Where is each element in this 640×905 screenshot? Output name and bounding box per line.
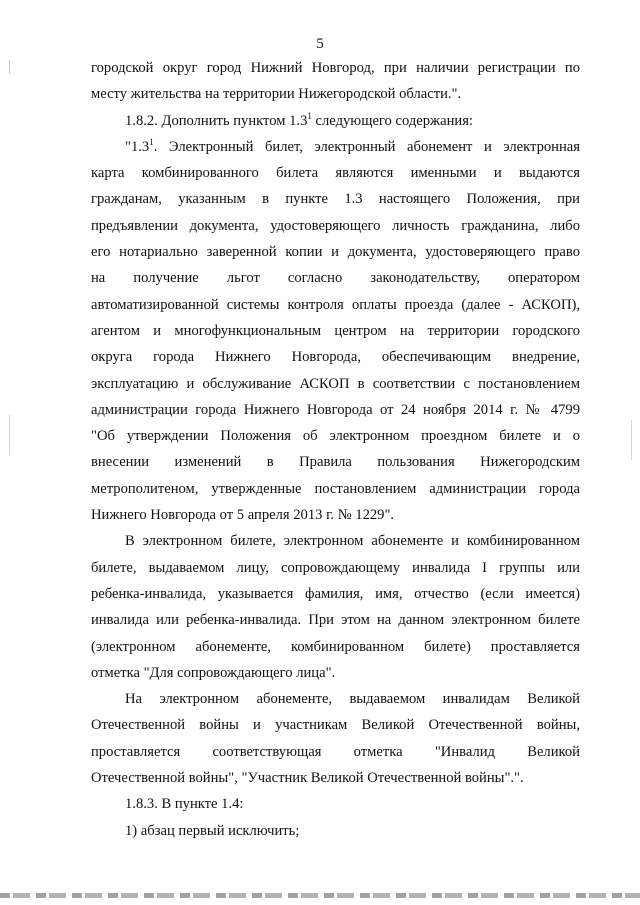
superscript: 1 (149, 136, 154, 147)
text-line-content: проставляется соответствующая отметка "Инвалид Великой (91, 743, 580, 760)
text-line-content: билете, выдаваемом лицу, сопровождающему инвалида I группы или (91, 559, 580, 576)
text-line-content: Нижнего Новгорода от 5 апреля 2013 г. № 1229". (91, 507, 395, 524)
text-line (91, 292, 580, 318)
scan-edge-mark (9, 415, 10, 455)
text-line-content: "1.3 (125, 138, 150, 155)
text-line (91, 712, 580, 738)
text-line (91, 449, 580, 475)
text-line (91, 502, 580, 528)
text-line (91, 186, 580, 212)
text-line (91, 371, 580, 397)
text-line-content: эксплуатацию и обслуживание АСКОП в соответствии с постановлением (91, 375, 580, 392)
text-line-content: округа города Нижнего Новгорода, обеспечивающим внедрение, (91, 349, 580, 366)
text-line-content: 1) абзац первый исключить; (125, 822, 300, 839)
text-line (91, 81, 580, 107)
text-line-content: предъявлении документа, удостоверяющего личность гражданина, либо (91, 217, 580, 234)
text-line-content: отметка "Для сопровождающего лица". (91, 664, 336, 681)
text-line (91, 318, 580, 344)
text-line-content: гражданам, указанным в пункте 1.3 настоящего Положения, при (91, 191, 580, 208)
text-line-content: внесении изменений в Правила пользования Нижегородским (91, 454, 580, 471)
text-line-content: 1.8.3. В пункте 1.4: (125, 796, 244, 813)
text-line-content: агентом и многофункциональным центром на территории городского (91, 322, 580, 339)
text-line (91, 134, 580, 160)
text-line-content: В электронном билете, электронном абонементе и комбинированном (125, 533, 580, 550)
text-line-content: (электронном абонементе, комбинированном билете) проставляется (91, 638, 580, 655)
text-line-content: городской округ город Нижний Новгород, при наличии регистрации по (91, 60, 580, 76)
scan-edge-mark (9, 60, 10, 74)
text-line (91, 791, 580, 817)
text-line (91, 581, 580, 607)
text-line (91, 555, 580, 581)
superscript: 1 (307, 110, 312, 121)
text-line-content: автоматизированной системы контроля оплаты проезда (далее - АСКОП), (91, 296, 580, 313)
text-line-continuation: . Электронный билет, электронный абонемент и электронная (153, 138, 580, 155)
text-line (91, 660, 580, 686)
text-line (91, 686, 580, 712)
text-line (91, 55, 580, 81)
text-line-content: "Об утверждении Положения об электронном проездном билете и о (91, 428, 580, 445)
text-line (91, 108, 580, 134)
text-line-content: его нотариально заверенной копии и документа, удостоверяющего право (91, 244, 580, 261)
text-line (91, 239, 580, 265)
text-line (91, 265, 580, 291)
text-line-content: метрополитеном, утвержденные постановлением администрации города (91, 480, 580, 497)
text-line-continuation: следующего содержания: (311, 112, 473, 129)
text-line-content: карта комбинированного билета являются именными и выдаются (91, 165, 580, 182)
page-number: 5 (316, 36, 324, 52)
text-line-content: ребенка-инвалида, указывается фамилия, имя, отчество (если имеется) (91, 585, 580, 602)
text-line (91, 397, 580, 423)
text-line-content: 1.8.2. Дополнить пунктом 1.3 (125, 112, 308, 129)
text-line (91, 528, 580, 554)
scan-edge-mark (631, 420, 632, 460)
text-line-content: месту жительства на территории Нижегородской области.". (91, 86, 462, 103)
text-line (91, 213, 580, 239)
text-line-content: на получение льгот согласно законодательству, оператором (91, 270, 580, 287)
text-line-content: Отечественной войны", "Участник Великой Отечественной войны".". (91, 770, 524, 787)
text-line (91, 423, 580, 449)
text-line-content: администрации города Нижнего Новгорода от 24 ноября 2014 г. № 4799 (91, 401, 580, 418)
text-line (91, 476, 580, 502)
text-line (91, 634, 580, 660)
text-line (91, 344, 580, 370)
text-line (91, 818, 580, 844)
text-line-content: На электронном абонементе, выдаваемом инвалидам Великой (125, 691, 580, 708)
text-line-content: Отечественной войны и участникам Великой Отечественной войны, (91, 717, 580, 734)
text-line (91, 765, 580, 791)
text-line-content: инвалида или ребенка-инвалида. При этом на данном электронном билете (91, 612, 580, 629)
document-body (91, 55, 580, 844)
text-line (91, 739, 580, 765)
text-line (91, 607, 580, 633)
scan-bottom-edge (0, 893, 640, 898)
text-line (91, 160, 580, 186)
